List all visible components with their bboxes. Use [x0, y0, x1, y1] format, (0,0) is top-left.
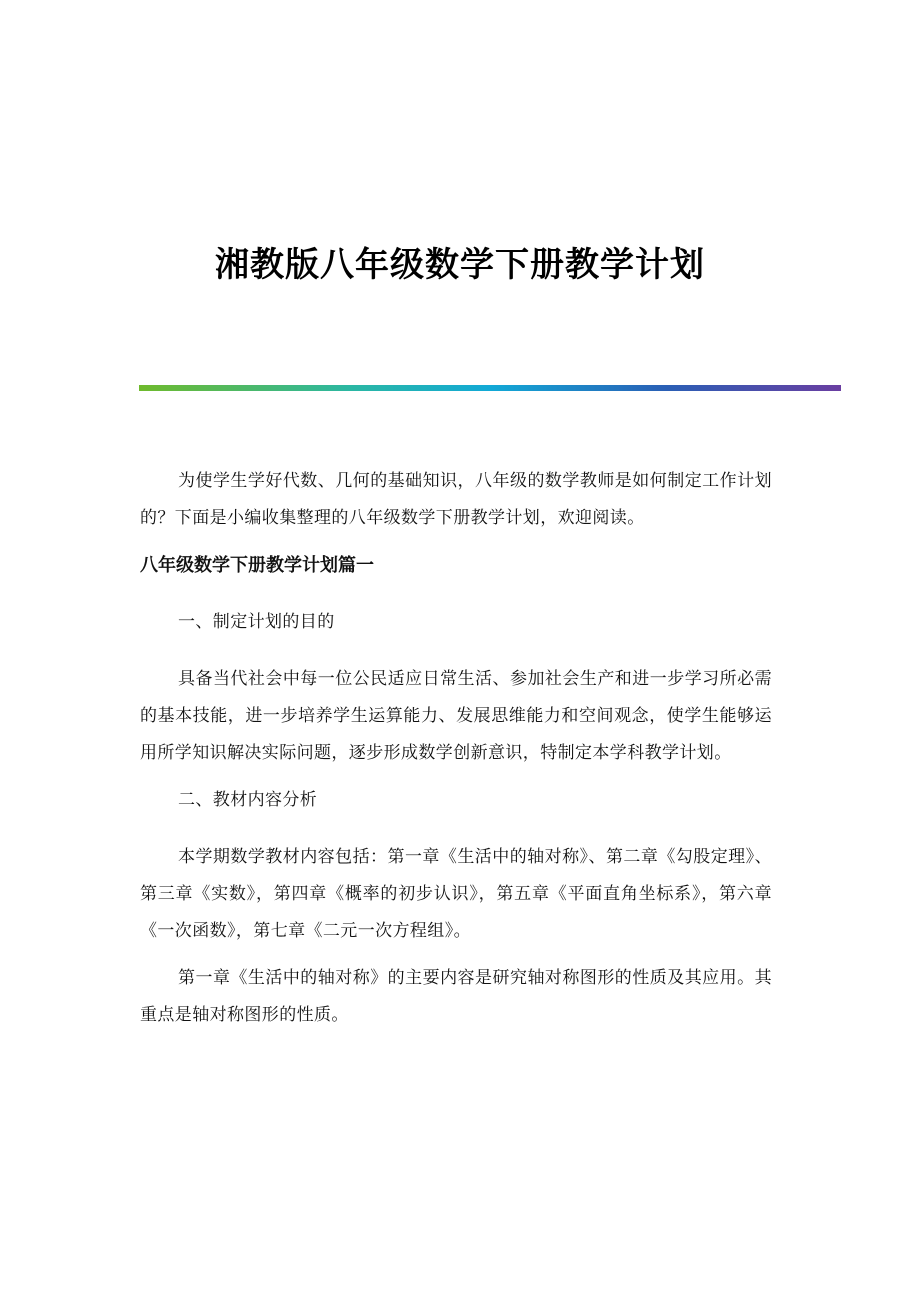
title-divider [139, 385, 841, 391]
document-title: 湘教版八年级数学下册教学计划 [215, 244, 705, 285]
document-body [140, 463, 772, 1044]
subheading-purpose: 一、制定计划的目的 [178, 612, 335, 632]
section-heading: 八年级数学下册教学计划篇一 [140, 555, 374, 576]
intro-paragraph: 为使学生学好代数、几何的基础知识，八年级的数学教师是如何制定工作计划的？下面是小编收集整理的八年级数学下册教学计划，欢迎阅读。 [140, 471, 772, 528]
subheading-content-analysis: 二、教材内容分析 [178, 790, 318, 810]
paragraph-content-analysis: 本学期数学教材内容包括：第一章《生活中的轴对称》、第二章《勾股定理》、第三章《实数》，第四章《概率的初步认识》，第五章《平面直角坐标系》，第六章《一次函数》，第七章《二元一次方程组》。 [140, 847, 772, 941]
paragraph-purpose: 具备当代社会中每一位公民适应日常生活、参加社会生产和进一步学习所必需的基本技能，进一步培养学生运算能力、发展思维能力和空间观念，使学生能够运用所学知识解决实际问题，逐步形成数学创新意识，特制定本学科教学计划。 [140, 669, 772, 763]
paragraph-chapter-one: 第一章《生活中的轴对称》的主要内容是研究轴对称图形的性质及其应用。其重点是轴对称图形的性质。 [140, 968, 772, 1025]
